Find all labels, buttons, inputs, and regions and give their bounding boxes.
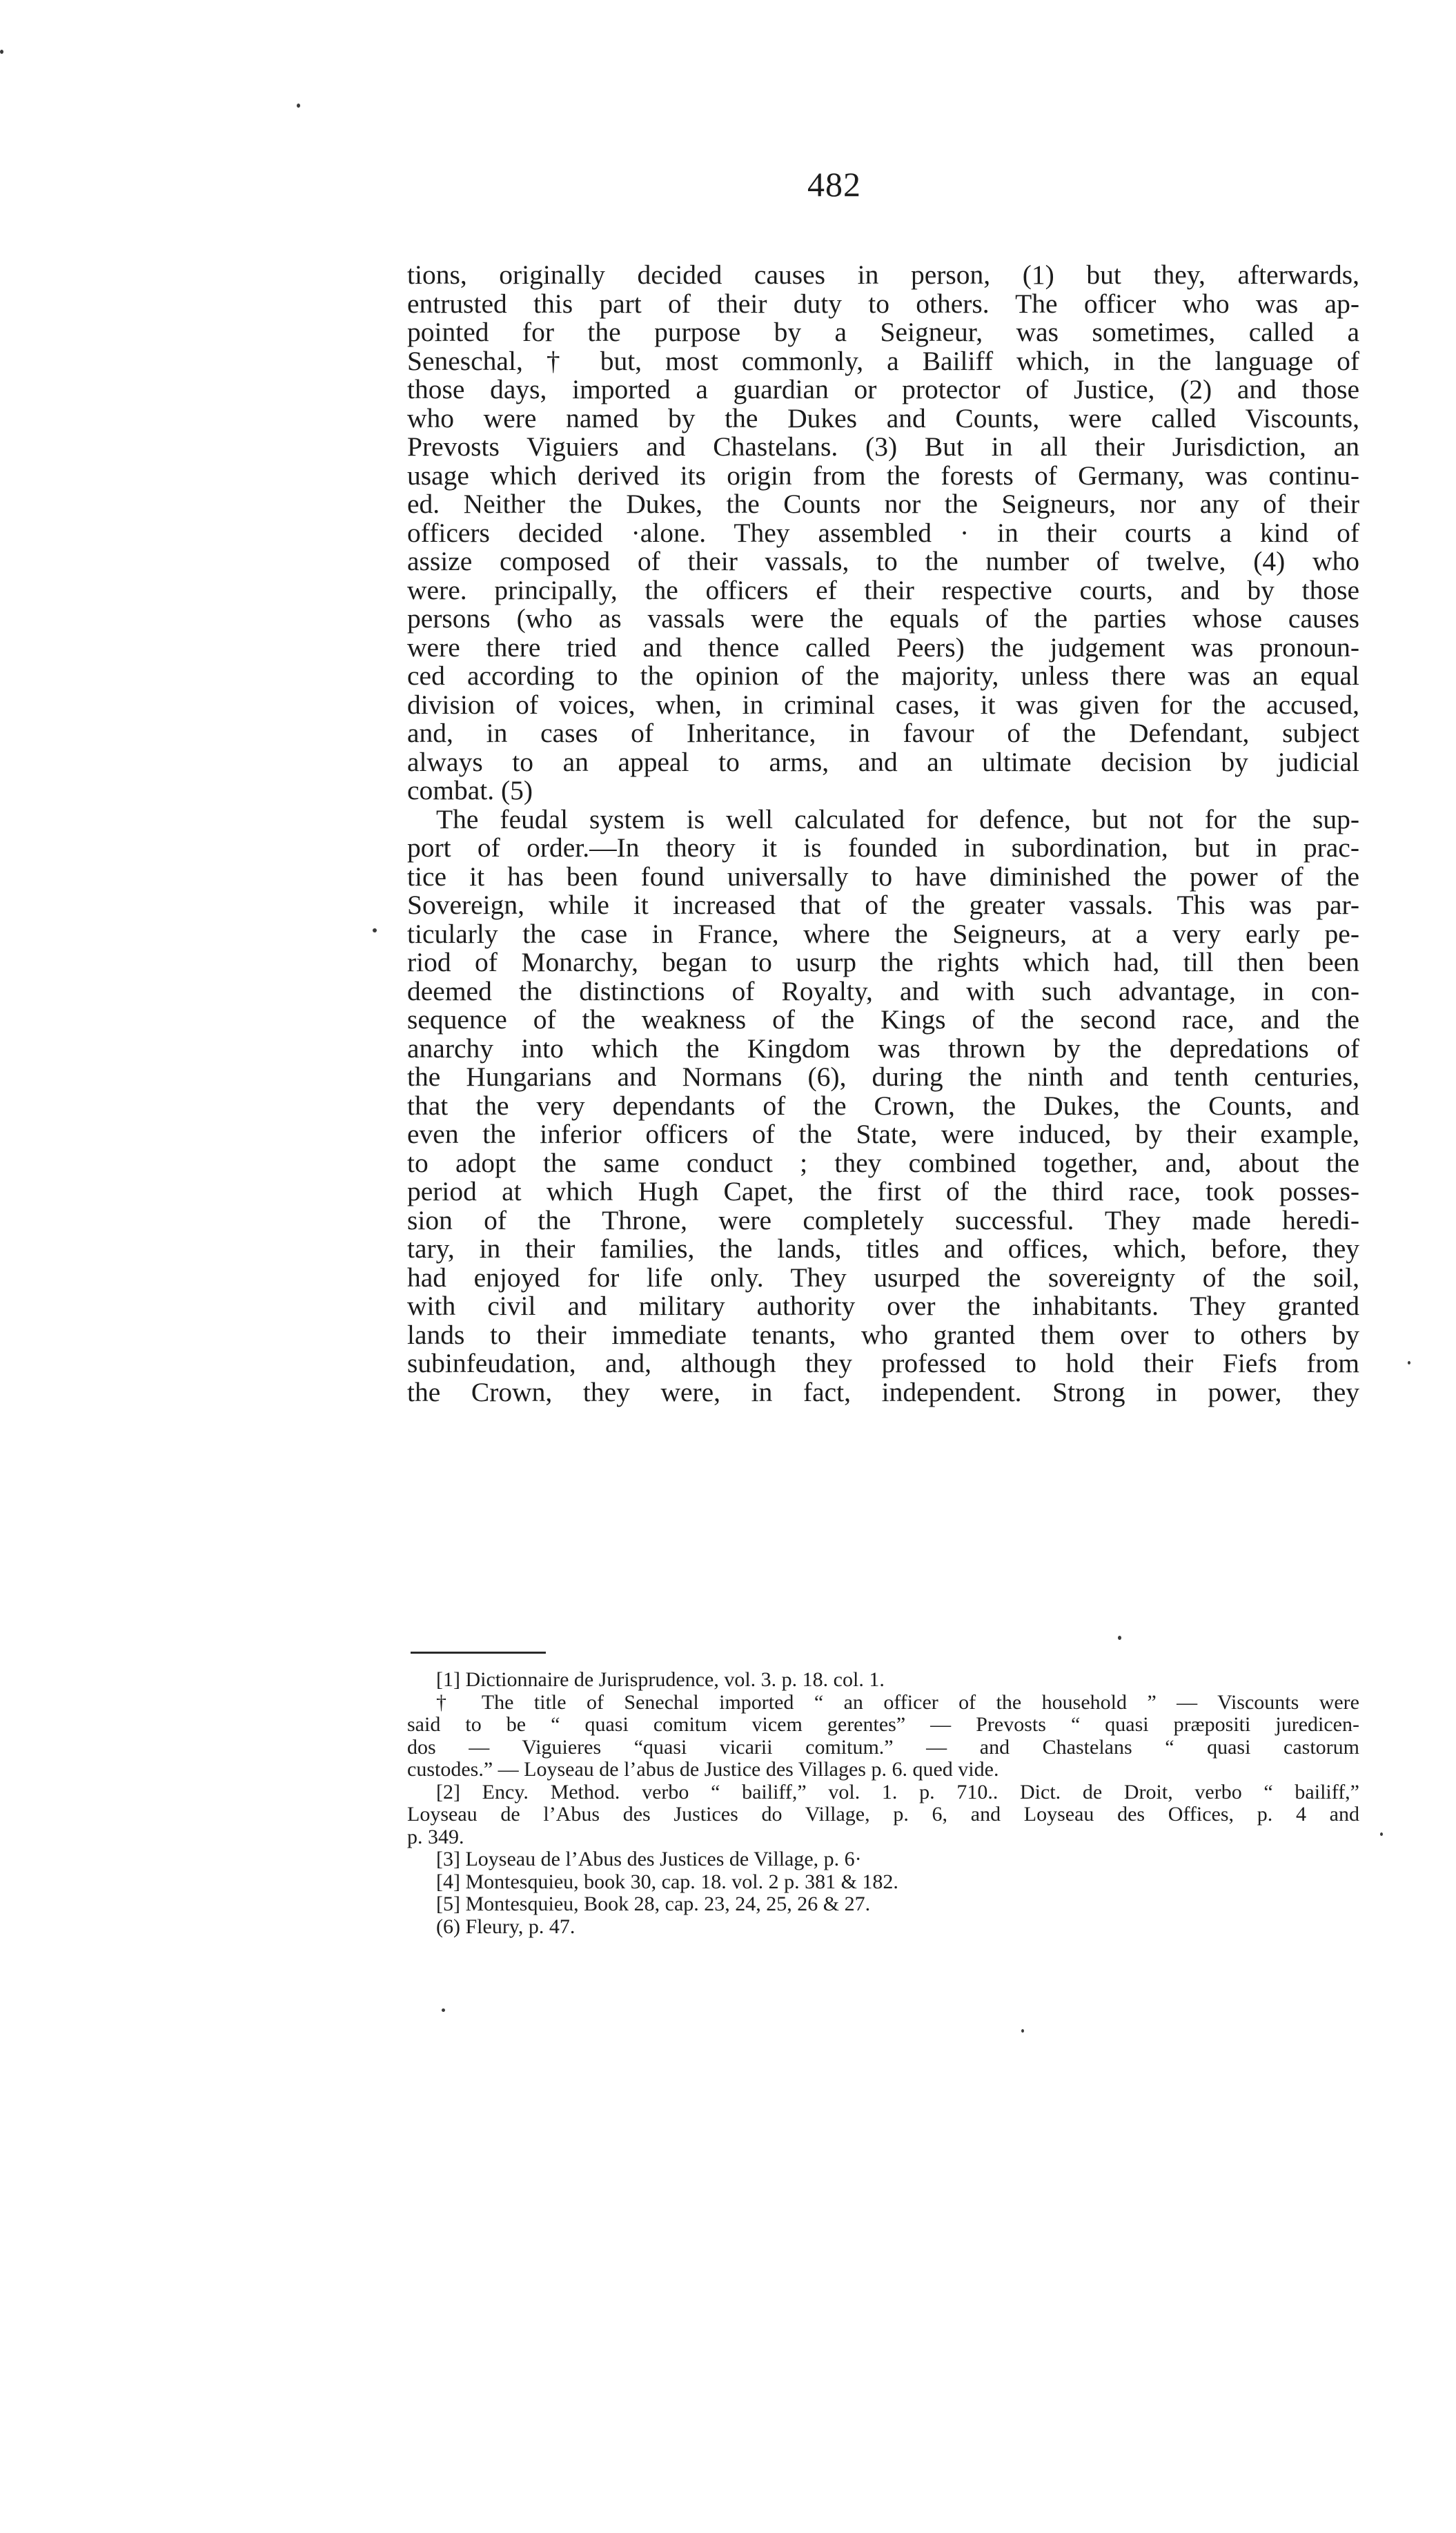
body-line: anarchy into which the Kingdom was thrown by the depredations of — [407, 1033, 1359, 1064]
ink-speck — [442, 2008, 445, 2012]
body-line: even the inferior officers of the State, were induced, by their example, — [407, 1119, 1359, 1149]
body-line: the Hungarians and Normans (6), during the ninth and tenth centuries, — [407, 1062, 1359, 1092]
footnote-line: custodes.” — Loyseau de l’abus de Justice des Villages p. 6. qued vide. — [407, 1758, 999, 1781]
body-text — [407, 261, 1359, 1407]
footnotes — [407, 1669, 1359, 1938]
body-line: were. principally, the officers ef their respective courts, and by those — [407, 574, 1359, 605]
body-line: sequence of the weakness of the Kings of the second race, and the — [407, 1004, 1359, 1035]
footnote-line: [2] Ency. Method. verbo “ bailiff,” vol. 1. p. 710.. Dict. de Droit, verbo “ bailiff,” — [436, 1780, 1359, 1803]
footnote-line: [4] Montesquieu, book 30, cap. 18. vol. 2 p. 381 & 182. — [436, 1870, 898, 1893]
footnote-line: dos — Viguieres “quasi vicarii comitum.” — and Chastelans “ quasi castorum — [407, 1735, 1359, 1759]
body-line: pointed for the purpose by a Seigneur, was sometimes, called a — [407, 317, 1359, 347]
footnote-line: (6) Fleury, p. 47. — [436, 1915, 575, 1938]
footnote-line: [3] Loyseau de l’Abus des Justices de Village, p. 6· — [436, 1848, 862, 1870]
body-line: that the very dependants of the Crown, the Dukes, the Counts, and — [407, 1090, 1359, 1121]
ink-speck — [0, 50, 3, 54]
body-line: tary, in their families, the lands, titles and offices, which, before, they — [407, 1233, 1359, 1264]
body-line: riod of Monarchy, began to usurp the rights which had, till then been — [407, 947, 1359, 977]
footnote-line: [1] Dictionnaire de Jurisprudence, vol. 3. p. 18. col. 1. — [436, 1668, 885, 1691]
body-line: those days, imported a guardian or protector of Justice, (2) and those — [407, 374, 1359, 404]
body-line: period at which Hugh Capet, the first of the third race, took posses- — [407, 1176, 1359, 1206]
body-line: who were named by the Dukes and Counts, were called Viscounts, — [407, 402, 1359, 433]
body-line: usage which derived its origin from the forests of Germany, was continu- — [407, 460, 1359, 491]
body-line: were there tried and thence called Peers) the judgement was pronoun- — [407, 632, 1359, 663]
body-line: assize composed of their vassals, to the number of twelve, (4) who — [407, 546, 1359, 576]
footnote-line: p. 349. — [407, 1825, 464, 1848]
body-line: entrusted this part of their duty to others. The officer who was ap- — [407, 288, 1359, 319]
body-line: tions, originally decided causes in person, (1) but they, afterwards, — [407, 260, 1359, 290]
body-line: to adopt the same conduct ; they combined together, and, about the — [407, 1147, 1359, 1178]
body-line: ced according to the opinion of the majority, unless there was an equal — [407, 661, 1359, 691]
body-line: persons (who as vassals were the equals of the parties whose causes — [407, 603, 1359, 634]
footnote-rule — [411, 1652, 546, 1654]
body-line: division of voices, when, in criminal cases, it was given for the accused, — [407, 689, 1359, 720]
page-number: 482 — [807, 165, 861, 204]
ink-speck — [1380, 1832, 1383, 1836]
footnote-line: [5] Montesquieu, Book 28, cap. 23, 24, 25, 26 & 27. — [436, 1893, 871, 1915]
body-line: tice it has been found universally to have diminished the power of the — [407, 861, 1359, 892]
body-line: The feudal system is well calculated for defence, but not for the sup- — [436, 803, 1359, 834]
ink-speck — [1021, 2029, 1024, 2033]
body-line: and, in cases of Inheritance, in favour of the Defendant, subject — [407, 718, 1359, 748]
body-line: subinfeudation, and, although they professed to hold their Fiefs from — [407, 1348, 1359, 1378]
ink-speck — [297, 104, 300, 108]
body-line: Prevosts Viguiers and Chastelans. (3) But in all their Jurisdiction, an — [407, 431, 1359, 462]
ink-speck — [1408, 1361, 1410, 1365]
body-line: lands to their immediate tenants, who granted them over to others by — [407, 1319, 1359, 1350]
body-line: Seneschal, † but, most commonly, a Bailiff which, in the language of — [407, 345, 1359, 376]
body-line: the Crown, they were, in fact, independent. Strong in power, they — [407, 1376, 1359, 1407]
body-line: officers decided ·alone. They assembled · in their courts a kind of — [407, 517, 1359, 548]
body-line: Sovereign, while it increased that of the greater vassals. This was par- — [407, 890, 1359, 920]
body-line: sion of the Throne, were completely successful. They made heredi- — [407, 1204, 1359, 1235]
body-line: ed. Neither the Dukes, the Counts nor the Seigneurs, nor any of their — [407, 489, 1359, 519]
ink-speck — [1118, 1636, 1121, 1640]
body-line: ticularly the case in France, where the Seigneurs, at a very early pe- — [407, 918, 1359, 949]
body-line: with civil and military authority over the inhabitants. They granted — [407, 1291, 1359, 1321]
footnote-line: Loyseau de l’Abus des Justices do Village, p. 6, and Loyseau des Offices, p. 4 and — [407, 1803, 1359, 1826]
body-line: combat. (5) — [407, 775, 533, 805]
body-line: port of order.—In theory it is founded in subordination, but in prac- — [407, 832, 1359, 863]
body-line: deemed the distinctions of Royalty, and with such advantage, in con- — [407, 975, 1359, 1006]
body-line: always to an appeal to arms, and an ultimate decision by judicial — [407, 746, 1359, 777]
footnote-line: † The title of Senechal imported “ an officer of the household ” — Viscounts were — [436, 1690, 1359, 1714]
body-line: had enjoyed for life only. They usurped the sovereignty of the soil, — [407, 1262, 1359, 1293]
ink-speck — [373, 928, 377, 932]
footnote-line: said to be “ quasi comitum vicem gerentes” — Prevosts “ quasi præpositi juredicen- — [407, 1713, 1359, 1736]
